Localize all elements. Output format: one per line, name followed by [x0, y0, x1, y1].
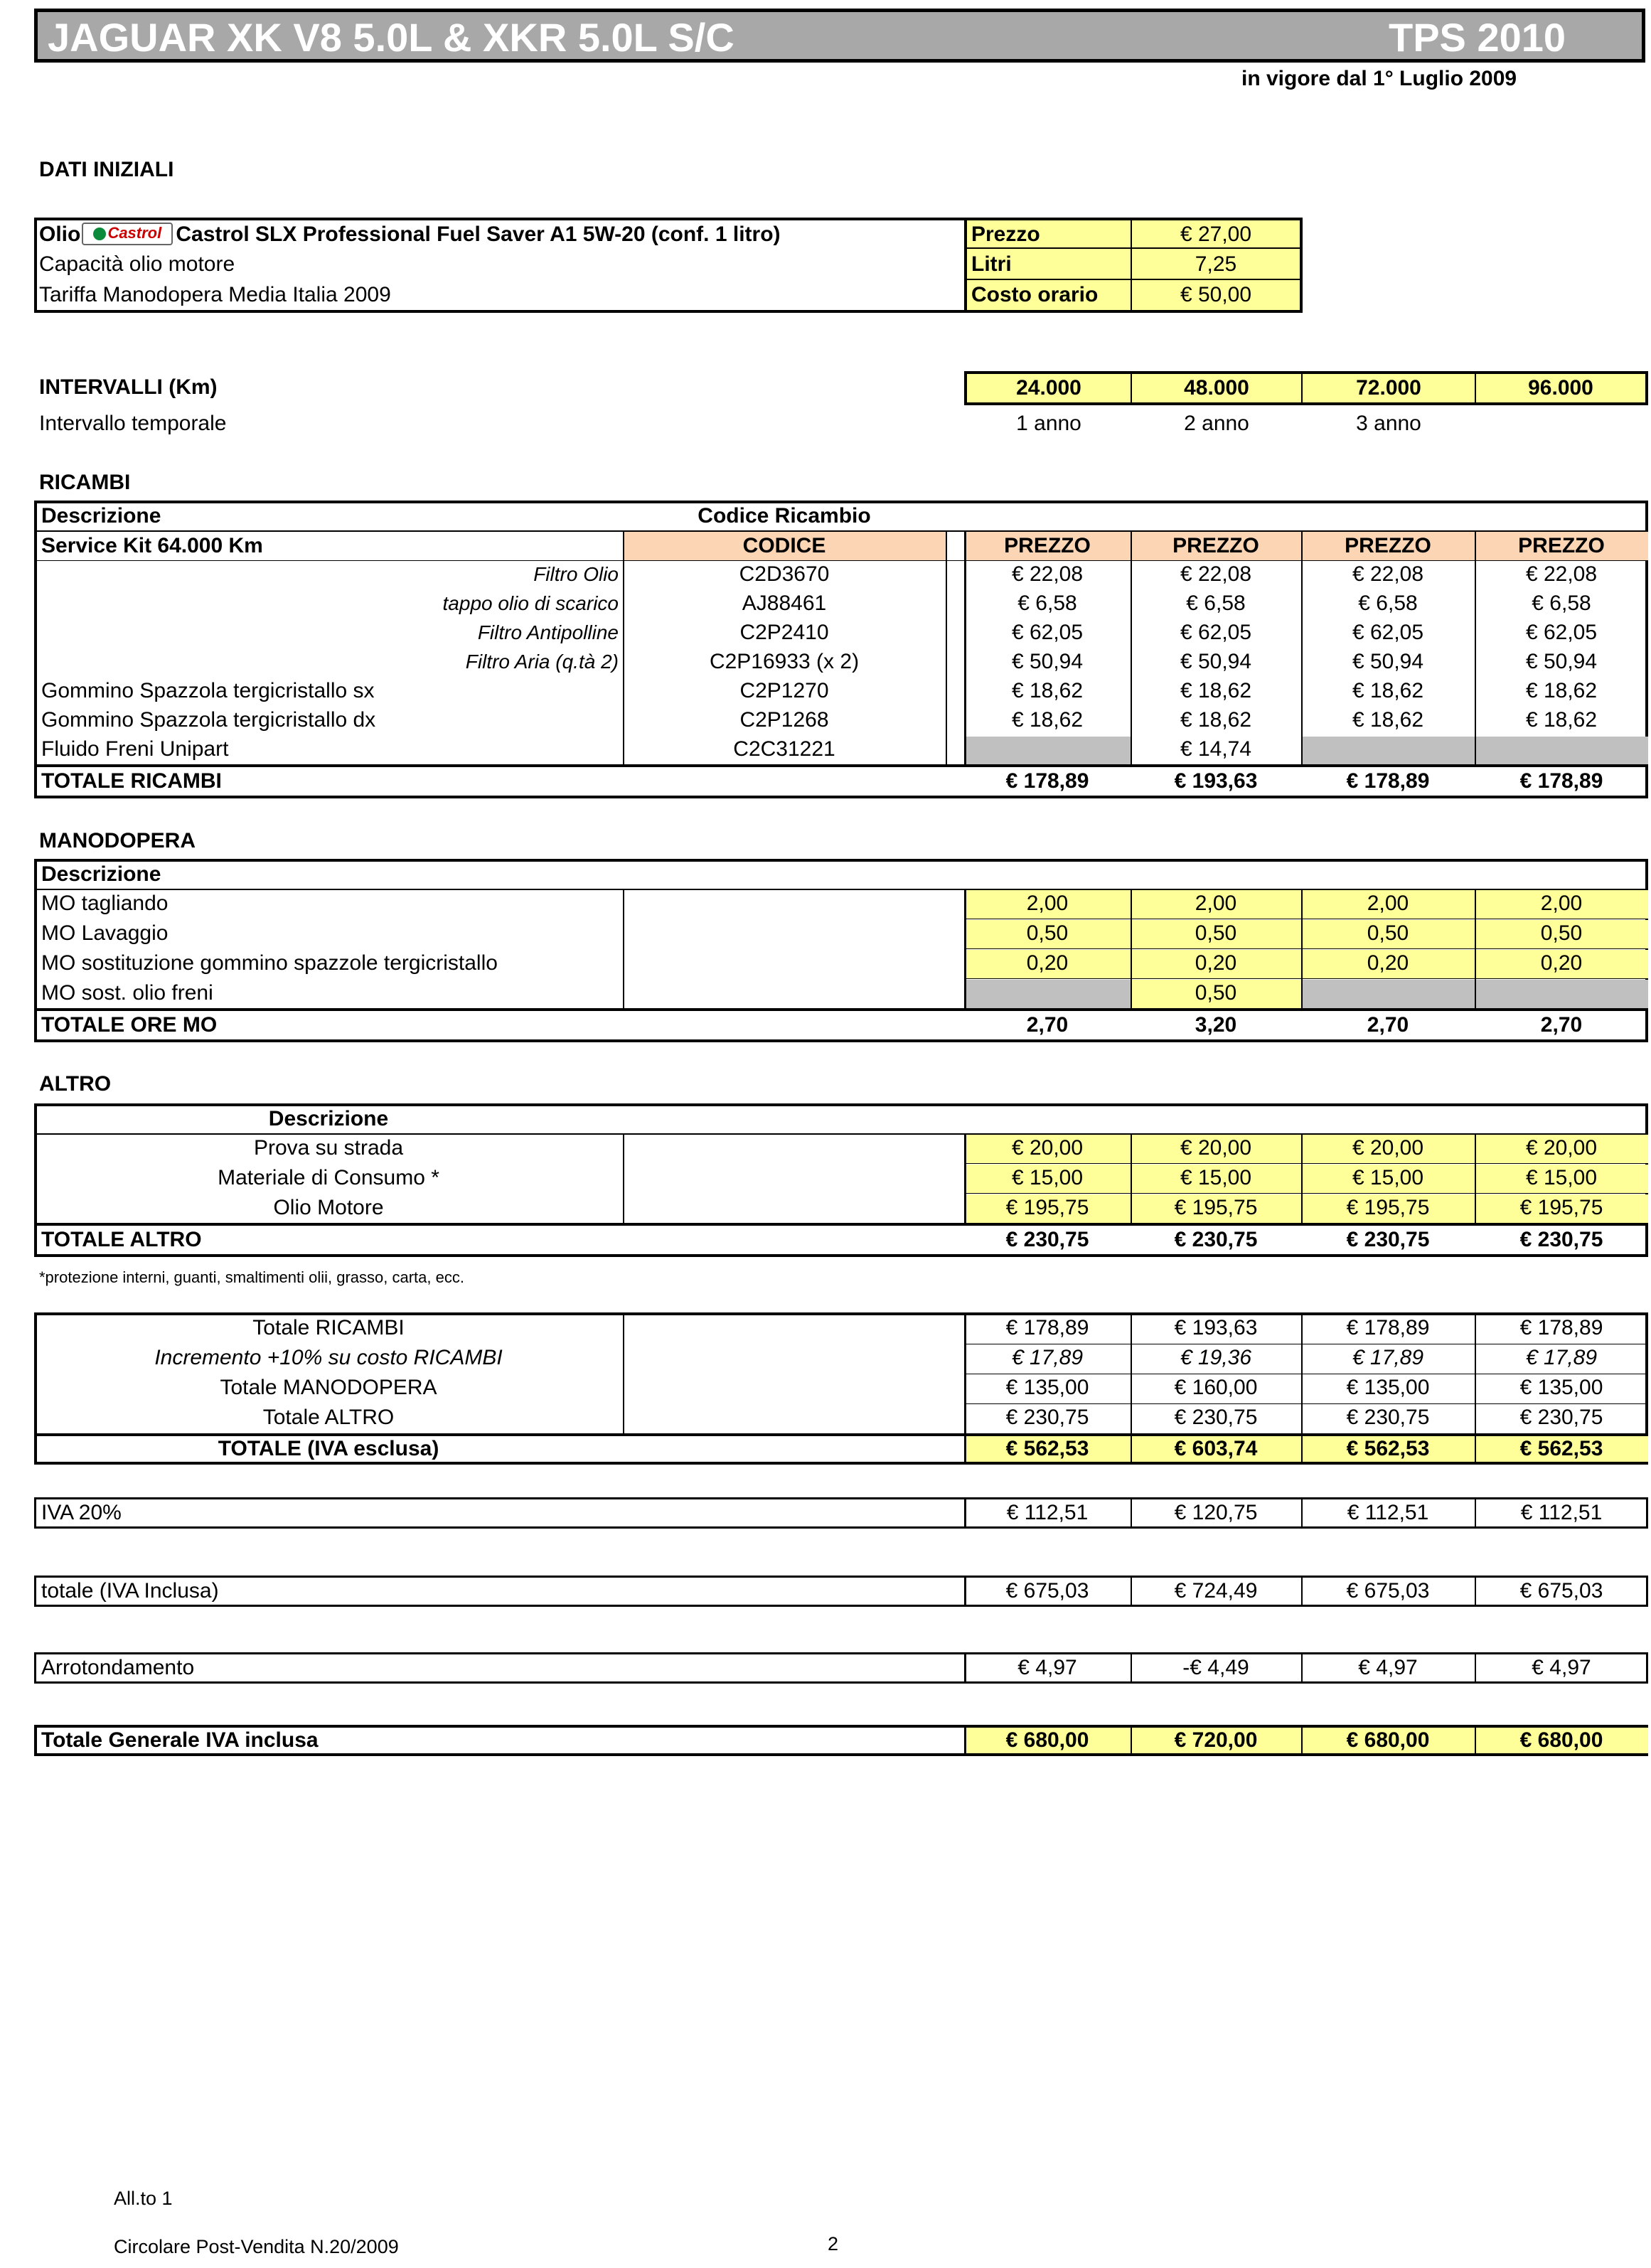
- mo-desc: MO tagliando: [41, 892, 169, 915]
- part-price-3: € 18,62: [1352, 708, 1424, 732]
- prezzo-header-4: PREZZO: [1518, 534, 1605, 557]
- litri-label: Litri: [971, 252, 1012, 276]
- generale-value-2: € 720,00: [1174, 1728, 1258, 1752]
- tps-label: TPS 2010: [1389, 15, 1566, 60]
- summary-desc: Totale ALTRO: [262, 1406, 395, 1429]
- part-price-4: € 6,58: [1532, 592, 1591, 615]
- summary-desc: Totale RICAMBI: [252, 1316, 405, 1339]
- summary-value-3: € 178,89: [1346, 1316, 1430, 1339]
- mo-value-2: 0,50: [1195, 981, 1237, 1005]
- price-value: € 27,00: [1180, 223, 1252, 246]
- cost-value: € 50,00: [1180, 283, 1252, 306]
- totale_iva-value-2: € 724,49: [1174, 1579, 1258, 1603]
- part-price-2: € 18,62: [1180, 679, 1252, 702]
- mo-value-2: 2,00: [1195, 892, 1237, 915]
- generale-value-4: € 680,00: [1519, 1728, 1603, 1752]
- prezzo-header-1: PREZZO: [1004, 534, 1091, 557]
- mo-total-1: 2,70: [1026, 1013, 1069, 1037]
- altro-desc: Olio Motore: [273, 1196, 384, 1219]
- iva-label: IVA 20%: [41, 1501, 122, 1524]
- mo-total-2: 3,20: [1195, 1013, 1237, 1037]
- arrotondamento-value-3: € 4,97: [1358, 1656, 1418, 1679]
- part-price-1: € 62,05: [1011, 621, 1084, 644]
- altro-value-2: € 195,75: [1174, 1196, 1258, 1219]
- section-ricambi: RICAMBI: [39, 471, 131, 494]
- iva-value-2: € 120,75: [1174, 1501, 1258, 1524]
- part-price-1: € 18,62: [1011, 708, 1084, 732]
- altro-total-label: TOTALE ALTRO: [41, 1228, 202, 1251]
- mo-value-4: 2,00: [1540, 892, 1583, 915]
- summary-value-4: € 230,75: [1519, 1406, 1603, 1429]
- summary-value-4: € 178,89: [1519, 1316, 1603, 1339]
- totale_iva-value-4: € 675,03: [1519, 1579, 1603, 1603]
- title-bar: [34, 9, 1645, 63]
- section-manodopera: MANODOPERA: [39, 829, 196, 852]
- altro-value-1: € 15,00: [1011, 1166, 1084, 1189]
- summary-value-2: € 160,00: [1174, 1376, 1258, 1399]
- service-kit-label: Service Kit 64.000 Km: [41, 534, 263, 557]
- part-code: C2D3670: [739, 562, 830, 586]
- part-price-4: € 18,62: [1525, 679, 1598, 702]
- altro-total-3: € 230,75: [1346, 1228, 1430, 1251]
- ricambi-total-4: € 178,89: [1519, 769, 1603, 793]
- altro-value-4: € 195,75: [1519, 1196, 1603, 1219]
- summary-value-1: € 178,89: [1005, 1316, 1089, 1339]
- part-price-4: € 22,08: [1525, 562, 1598, 586]
- part-desc: Fluido Freni Unipart: [41, 737, 229, 761]
- part-code: C2P16933 (x 2): [709, 650, 860, 673]
- iva-value-3: € 112,51: [1347, 1501, 1429, 1524]
- summary-desc: Incremento +10% su costo RICAMBI: [154, 1346, 503, 1369]
- summary-value-1: € 135,00: [1005, 1376, 1089, 1399]
- castrol-logo-text: Castrol: [107, 224, 162, 242]
- summary-value-3: € 135,00: [1346, 1376, 1430, 1399]
- summary-value-2: € 19,36: [1180, 1346, 1252, 1369]
- mo-total-label: TOTALE ORE MO: [41, 1013, 218, 1037]
- summary-value-1: € 17,89: [1011, 1346, 1084, 1369]
- footer-page-number: 2: [828, 2233, 839, 2254]
- altro-value-2: € 15,00: [1180, 1166, 1252, 1189]
- codice-header: CODICE: [742, 534, 826, 557]
- part-price-3: € 6,58: [1358, 592, 1418, 615]
- mo-value-2: 0,50: [1195, 921, 1237, 945]
- altro-value-1: € 195,75: [1005, 1196, 1089, 1219]
- ricambi-total-2: € 193,63: [1174, 769, 1258, 793]
- part-price-4: € 18,62: [1525, 708, 1598, 732]
- part-code: C2P1268: [739, 708, 829, 732]
- summary-value-4: € 17,89: [1525, 1346, 1598, 1369]
- interval-km-1: 24.000: [1016, 376, 1081, 400]
- temporal-2: 2 anno: [1184, 412, 1249, 435]
- mo-value-3: 0,20: [1367, 951, 1409, 975]
- part-price-3: € 22,08: [1352, 562, 1424, 586]
- labor-rate-label: Tariffa Manodopera Media Italia 2009: [39, 283, 391, 306]
- summary-value-2: € 193,63: [1174, 1316, 1258, 1339]
- mo-desc: MO Lavaggio: [41, 921, 169, 945]
- mo-value-1: 0,50: [1026, 921, 1069, 945]
- altro-value-3: € 15,00: [1352, 1166, 1424, 1189]
- part-price-3: € 18,62: [1352, 679, 1424, 702]
- oil-prefix: Olio: [39, 223, 81, 246]
- altro-desc: Materiale di Consumo *: [218, 1166, 439, 1189]
- iva-value-4: € 112,51: [1520, 1501, 1603, 1524]
- altro-desc: Prova su strada: [253, 1136, 404, 1160]
- temporal-label: Intervallo temporale: [39, 412, 227, 435]
- part-price-2: € 22,08: [1180, 562, 1252, 586]
- mo-value-4: 0,20: [1540, 951, 1583, 975]
- section-intervalli: INTERVALLI (Km): [39, 375, 218, 399]
- temporal-1: 1 anno: [1016, 412, 1081, 435]
- generale-value-1: € 680,00: [1005, 1728, 1089, 1752]
- part-desc: Filtro Olio: [533, 563, 619, 585]
- altro-value-2: € 20,00: [1180, 1136, 1252, 1160]
- mo-total-3: 2,70: [1367, 1013, 1409, 1037]
- part-code: C2P2410: [739, 621, 829, 644]
- iva-value-1: € 112,51: [1006, 1501, 1089, 1524]
- arrotondamento-label: Arrotondamento: [41, 1656, 195, 1679]
- altro-value-3: € 20,00: [1352, 1136, 1424, 1160]
- arrotondamento-value-4: € 4,97: [1532, 1656, 1591, 1679]
- part-price-2: € 6,58: [1186, 592, 1246, 615]
- mo-value-3: 2,00: [1367, 892, 1409, 915]
- ricambi-desc-header: Descrizione: [41, 504, 161, 528]
- totale_iva-label: totale (IVA Inclusa): [41, 1579, 219, 1603]
- document-title: JAGUAR XK V8 5.0L & XKR 5.0L S/C: [48, 15, 734, 60]
- part-price-3: € 62,05: [1352, 621, 1424, 644]
- arrotondamento-value-1: € 4,97: [1017, 1656, 1077, 1679]
- mo-value-1: 0,20: [1026, 951, 1069, 975]
- part-desc: Filtro Antipolline: [477, 621, 619, 643]
- litri-value: 7,25: [1195, 252, 1237, 276]
- oil-row: [39, 220, 781, 249]
- ricambi-total-label: TOTALE RICAMBI: [41, 769, 222, 793]
- summary-total-label: TOTALE (IVA esclusa): [218, 1437, 439, 1460]
- summary-value-4: € 135,00: [1519, 1376, 1603, 1399]
- altro-total-2: € 230,75: [1174, 1228, 1258, 1251]
- mo-desc-header: Descrizione: [41, 862, 161, 886]
- altro-total-1: € 230,75: [1005, 1228, 1089, 1251]
- altro-value-1: € 20,00: [1011, 1136, 1084, 1160]
- footer-allegato: All.to 1: [114, 2188, 173, 2209]
- summary-value-3: € 230,75: [1346, 1406, 1430, 1429]
- cost-label: Costo orario: [971, 283, 1099, 306]
- prezzo-header-3: PREZZO: [1345, 534, 1431, 557]
- mo-value-3: 0,50: [1367, 921, 1409, 945]
- ricambi-total-1: € 178,89: [1005, 769, 1089, 793]
- part-code: AJ88461: [742, 592, 827, 615]
- summary-total-2: € 603,74: [1174, 1437, 1258, 1460]
- mo-desc: MO sostituzione gommino spazzole tergicristallo: [41, 951, 498, 975]
- totale_iva-value-1: € 675,03: [1005, 1579, 1089, 1603]
- interval-km-4: 96.000: [1528, 376, 1593, 400]
- generale-label: Totale Generale IVA inclusa: [41, 1728, 319, 1752]
- part-price-1: € 50,94: [1011, 650, 1084, 673]
- footer-circolare: Circolare Post-Vendita N.20/2009: [114, 2236, 399, 2257]
- part-desc: tappo olio di scarico: [442, 592, 619, 614]
- interval-km-2: 48.000: [1184, 376, 1249, 400]
- castrol-logo-icon: [82, 223, 173, 245]
- altro-total-4: € 230,75: [1519, 1228, 1603, 1251]
- altro-desc-header: Descrizione: [268, 1107, 389, 1130]
- summary-value-2: € 230,75: [1174, 1406, 1258, 1429]
- part-price-4: € 62,05: [1525, 621, 1598, 644]
- part-price-2: € 14,74: [1180, 737, 1252, 761]
- section-dati-iniziali: DATI INIZIALI: [39, 158, 174, 181]
- part-desc: Filtro Aria (q.tà 2): [465, 651, 619, 673]
- oil-name: Castrol SLX Professional Fuel Saver A1 5W-20 (conf. 1 litro): [176, 223, 781, 246]
- mo-value-2: 0,20: [1195, 951, 1237, 975]
- mo-value-4: 0,50: [1540, 921, 1583, 945]
- summary-total-3: € 562,53: [1346, 1437, 1430, 1460]
- part-desc: Gommino Spazzola tergicristallo dx: [41, 708, 376, 732]
- part-desc: Gommino Spazzola tergicristallo sx: [41, 679, 375, 702]
- part-price-1: € 18,62: [1011, 679, 1084, 702]
- temporal-3: 3 anno: [1356, 412, 1421, 435]
- summary-total-4: € 562,53: [1519, 1437, 1603, 1460]
- part-code: C2C31221: [733, 737, 835, 761]
- part-price-1: € 22,08: [1011, 562, 1084, 586]
- interval-km-3: 72.000: [1356, 376, 1421, 400]
- arrotondamento-value-2: -€ 4,49: [1182, 1656, 1249, 1679]
- part-price-4: € 50,94: [1525, 650, 1598, 673]
- summary-total-1: € 562,53: [1005, 1437, 1089, 1460]
- mo-desc: MO sost. olio freni: [41, 981, 213, 1005]
- mo-total-4: 2,70: [1540, 1013, 1583, 1037]
- totale_iva-value-3: € 675,03: [1346, 1579, 1430, 1603]
- part-price-1: € 6,58: [1017, 592, 1077, 615]
- part-price-2: € 50,94: [1180, 650, 1252, 673]
- generale-value-3: € 680,00: [1346, 1728, 1430, 1752]
- altro-footnote: *protezione interni, guanti, smaltimenti olii, grasso, carta, ecc.: [39, 1268, 464, 1286]
- price-label: Prezzo: [971, 223, 1040, 246]
- mo-value-1: 2,00: [1026, 892, 1069, 915]
- part-price-2: € 62,05: [1180, 621, 1252, 644]
- part-price-2: € 18,62: [1180, 708, 1252, 732]
- summary-value-3: € 17,89: [1352, 1346, 1424, 1369]
- altro-value-4: € 20,00: [1525, 1136, 1598, 1160]
- summary-value-1: € 230,75: [1005, 1406, 1089, 1429]
- part-code: C2P1270: [739, 679, 829, 702]
- ricambi-total-3: € 178,89: [1346, 769, 1430, 793]
- part-price-3: € 50,94: [1352, 650, 1424, 673]
- altro-value-3: € 195,75: [1346, 1196, 1430, 1219]
- altro-value-4: € 15,00: [1525, 1166, 1598, 1189]
- summary-desc: Totale MANODOPERA: [220, 1376, 437, 1399]
- capacity-label: Capacità olio motore: [39, 252, 235, 276]
- ricambi-code-header: Codice Ricambio: [698, 504, 871, 528]
- prezzo-header-2: PREZZO: [1172, 534, 1259, 557]
- validity-date: in vigore dal 1° Luglio 2009: [1241, 67, 1517, 90]
- section-altro: ALTRO: [39, 1072, 112, 1096]
